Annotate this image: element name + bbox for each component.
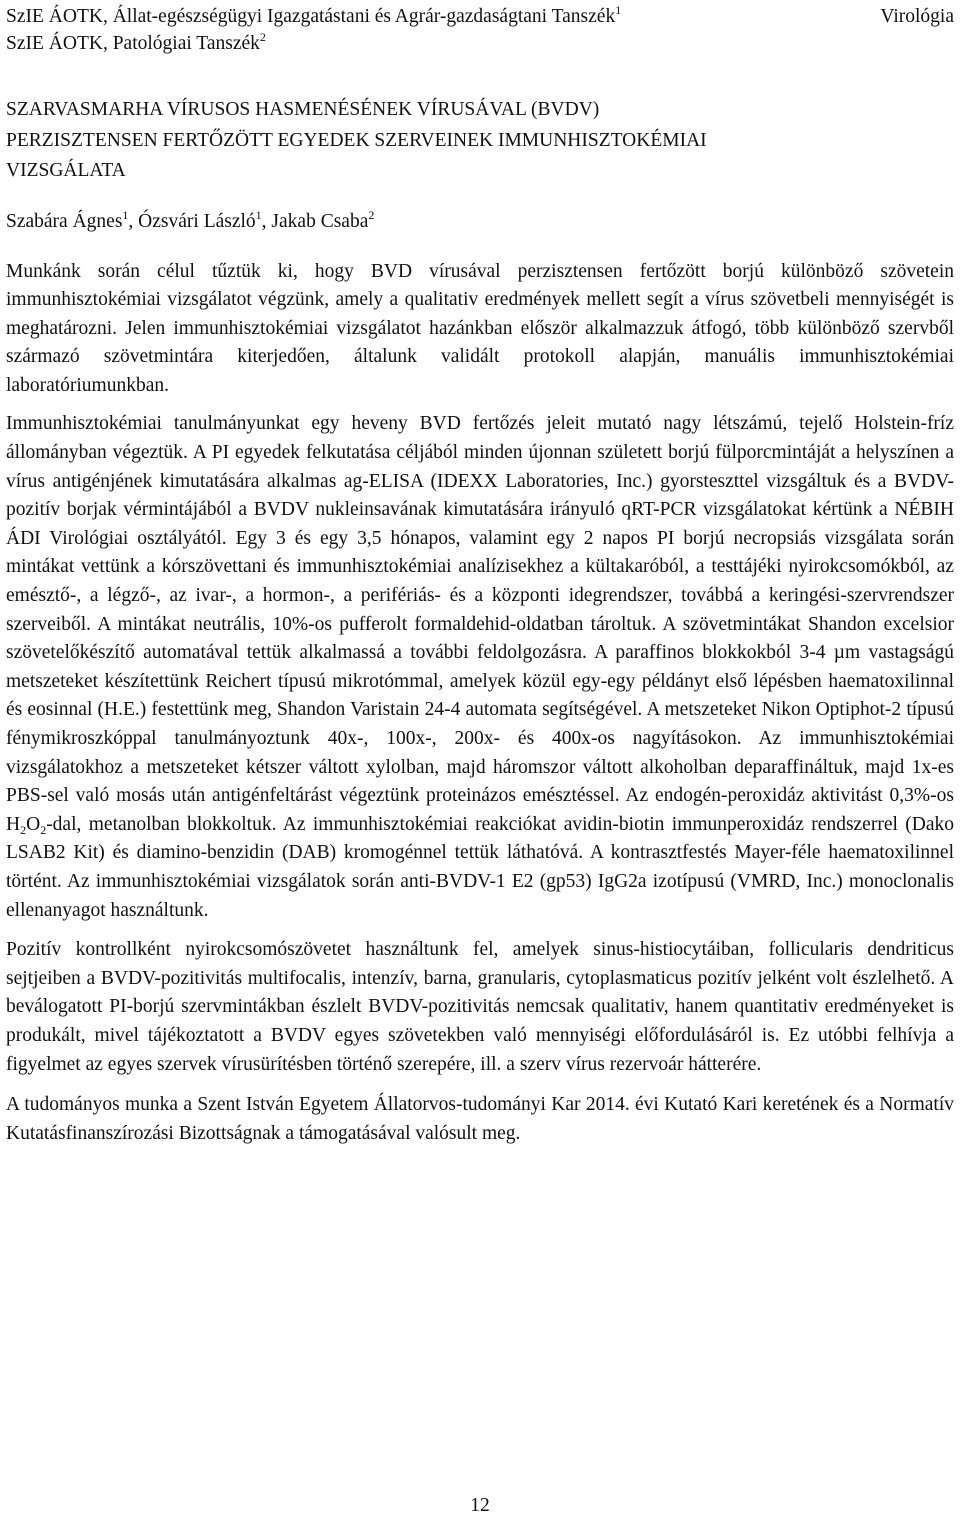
body-paragraph-methods xyxy=(6,410,954,925)
affiliation-1-text: SzIE ÁOTK, Állat-egészségügyi Igazgatástani és Agrár-gazdaságtani Tanszék xyxy=(6,6,616,27)
affiliation-1 xyxy=(6,3,954,30)
author-separator: , xyxy=(128,210,139,232)
affiliation-2-superscript: 2 xyxy=(259,30,266,44)
methods-text-part-1: Immunhisztokémiai tanulmányunkat egy heveny BVD fertőzés jeleit mutató nagy létszámú, tejelő Holstein-fríz állományban végeztük. A PI egyedek felkutatása céljából minden újonnan született borjú fülporcmintáját a helyszínen a vírus antigénjének kimutatására alkalmas ag-ELISA (IDEXX Laboratories, Inc.) gyorsteszttel vizsgáltuk és a BVDV-pozitív borjak vérmintájából a BVDV nukleinsavának kimutatására irányuló qRT-PCR vizsgálatokat kértünk a NÉBIH ÁDI Virológiai osztályától. Egy 3 és egy 3,5 hónapos, valamint egy 2 napos PI borjú necropsiás vizsgálata során mintákat vettünk a kórszövettani és immunhisztokémiai analízisekhez a kültakaróból, a testtájéki nyirokcsomókból, az emésztő-, a légző-, az ivar-, a hormon-, a perifériás- és a központi idegrendszer, továbbá a keringési-szervrendszer szerveiből. A mintákat neutrális, 10%-os pufferolt formaldehid-oldatban tároltuk. A szövetmintákat Shandon excelsior szövetelőkészítő automatával tettük alkalmassá a további feldolgozásra. A paraffinos blokkokból 3-4 µm vastagságú metszeteket készítettünk Reichert típusú mikrotómmal, amelyek közül egy-egy példányt első lépésben haematoxilinnal és eosinnal (H.E.) festettünk meg, Shandon Varistain 24-4 automata segítségével. A metszeteket Nikon Optiphot-2 típusú fénymikroszkóppal tanulmányoztunk 40x-, 100x-, 200x- és 400x-os nagyításokon. Az immunhisztokémiai vizsgálatokhoz a metszeteket kétszer váltott xylolban, majd háromszor váltott alkoholban deparaffináltuk, majd 1x-es PBS-sel való mosás után antigénfeltárást végeztünk proteinázos emésztéssel. Az endogén-peroxidáz aktivitást 0,3%-os xyxy=(6,413,954,807)
chemical-formula xyxy=(6,814,46,835)
paper-title xyxy=(6,95,954,187)
page-number: 12 xyxy=(470,1495,490,1516)
section-label: Virológia xyxy=(880,6,954,27)
author-superscript: 2 xyxy=(368,207,375,222)
affiliation-1-superscript: 1 xyxy=(615,3,622,17)
formula-subscript: 2 xyxy=(20,822,27,837)
author-name: Ózsvári László xyxy=(138,210,256,232)
author-name: Jakab Csaba xyxy=(271,210,369,232)
author-superscript: 1 xyxy=(122,207,129,222)
page-header xyxy=(6,3,954,57)
affiliation-2 xyxy=(6,30,954,57)
formula-subscript: 2 xyxy=(40,822,47,837)
body-paragraph-results: Pozitív kontrollként nyirokcsomószövetet használtunk fel, amelyek sinus-histiocytáiban, follicularis dendriticus sejtjeiben a BVDV-pozitivitás multifocalis, intenzív, barna, granularis, cytoplasmaticus pozitív jelként volt észlelhető. A beválogatott PI-borjú szervmintákban észlelt BVDV-pozitivitás nemcsak qualitativ, hanem quantitativ eredményeket is produkált, mivel tájékoztatott a BVDV egyes szövetekben való mennyiségi előfordulásáról is. Ez utóbbi felhívja a figyelmet az egyes szervek vírusürítésben történő szerepére, ill. a szerv vírus rezervoár hátterére. xyxy=(6,939,954,1075)
author-list xyxy=(6,208,954,235)
formula-element: H xyxy=(6,813,21,835)
title-line-1: SZARVASMARHA VÍRUSOS HASMENÉSÉNEK VÍRUSÁVAL (BVDV) xyxy=(6,99,600,120)
author-separator: , xyxy=(261,210,272,232)
author-superscript: 1 xyxy=(255,207,262,222)
formula-element: O xyxy=(26,813,41,835)
body-paragraph-aims: Munkánk során célul tűztük ki, hogy BVD vírusával perzisztensen fertőzött borjú különböző szövetein immunhisztokémiai vizsgálatot végzünk, amely a qualitativ eredmények mellett segít a vírus szövetbeli mennyiségét is meghatározni. Jelen immunhisztokémiai vizsgálatot hazánkban először alkalmazzuk átfogó, több különböző szervből származó szövetmintára kiterjedően, általunk validált protokoll alapján, manuális immunhisztokémiai laboratóriumunkban. xyxy=(6,260,954,396)
document-page xyxy=(6,0,954,1148)
affiliation-2-text: SzIE ÁOTK, Patológiai Tanszék xyxy=(6,33,260,54)
author-name: Szabára Ágnes xyxy=(6,210,123,232)
title-line-2: PERZISZTENSEN FERTŐZÖTT EGYEDEK SZERVEINEK IMMUNHISZTOKÉMIAI xyxy=(6,129,707,151)
body-paragraph-acknowledgement: A tudományos munka a Szent István Egyetem Állatorvos-tudományi Kar 2014. évi Kutató Kari keretének és a Normatív Kutatásfinanszírozási Bizottságnak a támogatásával valósult meg. xyxy=(6,1094,954,1144)
methods-text-part-2: -dal, metanolban blokkoltuk. Az immunhisztokémiai reakciókat avidin-biotin immunperoxidáz rendszerrel (Dako LSAB2 Kit) és diamino-benzidin (DAB) kromogénnel tettük láthatóvá. A kontrasztfestés Mayer-féle haematoxilinnel történt. Az immunhisztokémiai vizsgálatok során anti-BVDV-1 E2 (gp53) IgG2a izotípusú (VMRD, Inc.) monoclonalis ellenanyagot használtunk. xyxy=(6,813,954,921)
title-line-3: VIZSGÁLATA xyxy=(6,160,126,181)
